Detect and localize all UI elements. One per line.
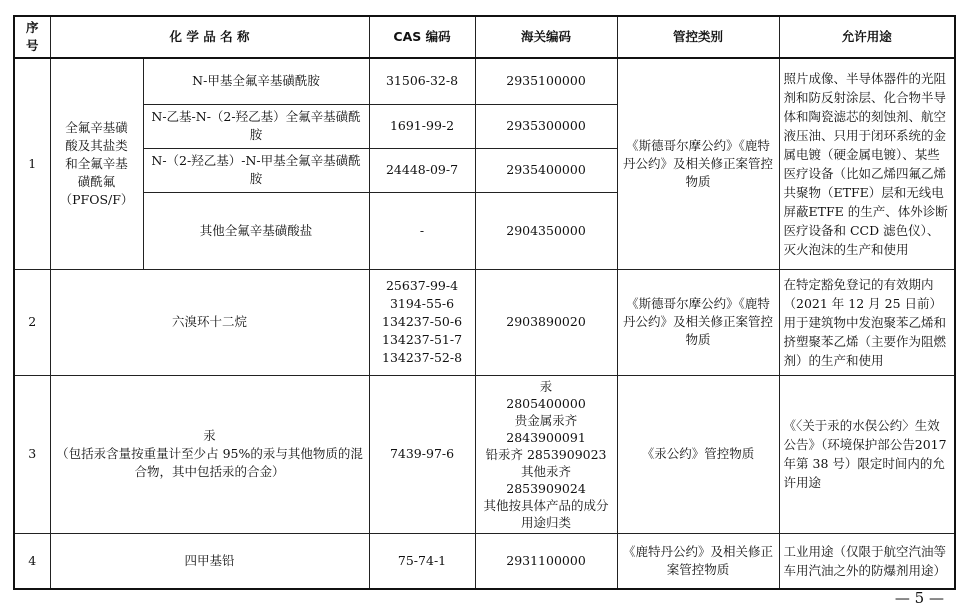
header-chemical-name: 化 学 品 名 称	[50, 16, 369, 58]
table-header-row	[14, 16, 955, 58]
row-permitted-uses: 在特定豁免登记的有效期内（2021 年 12 月 25 日前）用于建筑物中发泡聚苯乙烯和挤塑聚苯乙烯（主要作为阻燃剂）的生产和使用	[779, 269, 955, 375]
sub-customs-code: 2904350000	[475, 192, 617, 269]
sub-chemical-name: 其他全氟辛基磺酸盐	[143, 192, 369, 269]
sub-chemical-name: N-（2-羟乙基）-N-甲基全氟辛基磺酰胺	[143, 148, 369, 192]
row-permitted-uses: 《〈关于汞的水俣公约〉生效公告》（环境保护部公告2017 年第 38 号）限定时间内的允许用途	[779, 375, 955, 533]
sub-cas: 1691-99-2	[369, 104, 475, 148]
header-seq: 序 号	[14, 16, 50, 58]
row-cas: 75-74-1	[369, 533, 475, 589]
table-row	[14, 375, 955, 533]
row-control-category: 《斯德哥尔摩公约》《鹿特丹公约》及相关修正案管控物质	[617, 269, 779, 375]
header-control-category: 管控类别	[617, 16, 779, 58]
row-chemical-name: 六溴环十二烷	[50, 269, 369, 375]
row-control-category: 《斯德哥尔摩公约》《鹿特丹公约》及相关修正案管控物质	[617, 58, 779, 269]
chemical-control-table	[13, 15, 956, 590]
header-cas: CAS 编码	[369, 16, 475, 58]
row-seq: 1	[14, 58, 50, 269]
sub-chemical-name: N-乙基-N-（2-羟乙基）全氟辛基磺酰胺	[143, 104, 369, 148]
header-customs-code: 海关编码	[475, 16, 617, 58]
row-seq: 2	[14, 269, 50, 375]
sub-customs-code: 2935400000	[475, 148, 617, 192]
row-control-category: 《汞公约》管控物质	[617, 375, 779, 533]
row-group-name: 全氟辛基磺 酸及其盐类 和全氟辛基 磺酰氟 （PFOS/F）	[50, 58, 143, 269]
row-customs-code: 2903890020	[475, 269, 617, 375]
row-seq: 4	[14, 533, 50, 589]
table-row	[14, 533, 955, 589]
sub-customs-code: 2935300000	[475, 104, 617, 148]
sub-cas: 24448-09-7	[369, 148, 475, 192]
page-number: — 5 —	[894, 589, 944, 607]
row-customs-code: 汞 2805400000 贵金属汞齐 2843900091 铅汞齐 2853909023 其他汞齐 2853909024 其他按具体产品的成分用途归类	[475, 375, 617, 533]
sub-customs-code: 2935100000	[475, 58, 617, 104]
row-chemical-name: 四甲基铅	[50, 533, 369, 589]
sub-cas: -	[369, 192, 475, 269]
row-cas: 7439-97-6	[369, 375, 475, 533]
table-row	[14, 269, 955, 375]
header-permitted-uses: 允许用途	[779, 16, 955, 58]
row-permitted-uses: 工业用途（仅限于航空汽油等车用汽油之外的防爆剂用途）	[779, 533, 955, 589]
row-chemical-name: 汞 （包括汞含量按重量计至少占 95%的汞与其他物质的混合物，其中包括汞的合金）	[50, 375, 369, 533]
table-row	[14, 58, 955, 104]
row-cas: 25637-99-4 3194-55-6 134237-50-6 134237-51-7 134237-52-8	[369, 269, 475, 375]
row-control-category: 《鹿特丹公约》及相关修正案管控物质	[617, 533, 779, 589]
row-permitted-uses: 照片成像、半导体器件的光阻剂和防反射涂层、化合物半导体和陶瓷滤芯的刻蚀剂、航空液压油、只用于闭环系统的金属电镀（硬金属电镀）、某些医疗设备（比如乙烯四氟乙烯共聚物（ETFE）层和无线电屏蔽ETFE 的生产、体外诊断医疗设备和 CCD 滤色仪）、灭火泡沫的生产和使用	[779, 58, 955, 269]
row-customs-code: 2931100000	[475, 533, 617, 589]
sub-cas: 31506-32-8	[369, 58, 475, 104]
sub-chemical-name: N-甲基全氟辛基磺酰胺	[143, 58, 369, 104]
row-seq: 3	[14, 375, 50, 533]
